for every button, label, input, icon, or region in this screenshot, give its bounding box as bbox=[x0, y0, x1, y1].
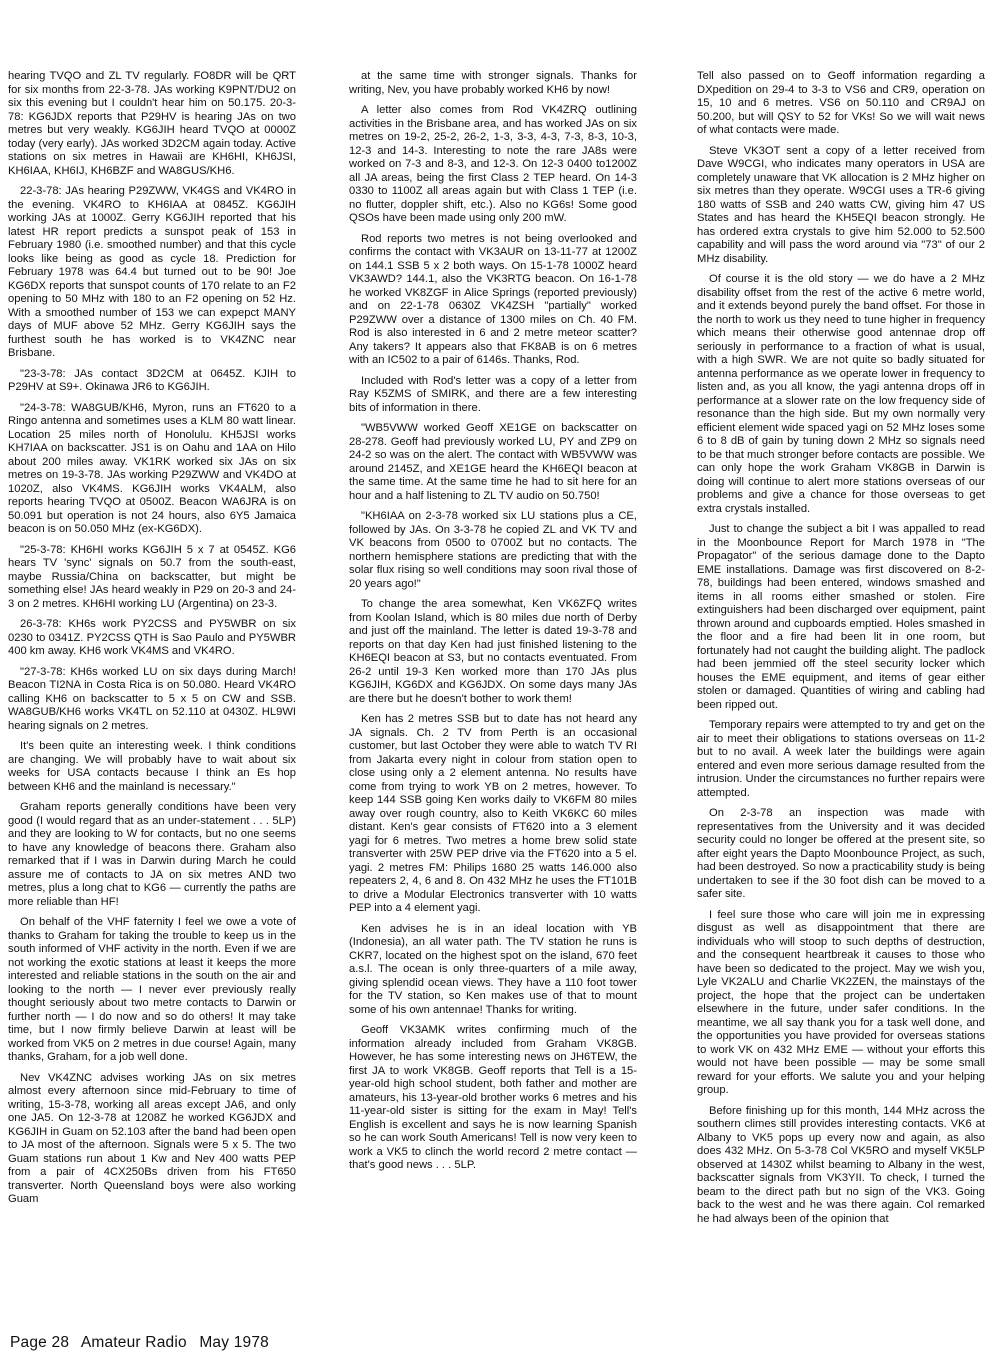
page-footer bbox=[10, 1334, 277, 1352]
column-2 bbox=[349, 70, 637, 1330]
paragraph: Ken advises he is in an ideal location with YB (Indonesia), an all water path. The TV station he runs is CKR7, located on the highest spot on the island, 670 feet a.s.l. The ocean is only three-quarters of a mile away, giving splendid ocean views. They have a 110 foot tower for the TV station, so Ken makes use of that to mount some of his own antennae! Thanks for writing. bbox=[349, 922, 637, 1016]
paragraph: 26-3-78: KH6s work PY2CSS and PY5WBR on six 0230 to 0341Z. PY2CSS QTH is Sao Paulo and PY5WBR 400 km away. KH6 work VK4MS and VK4RO. bbox=[8, 618, 296, 657]
paragraph: Tell also passed on to Geoff information regarding a DXpedition on 29-4 to 3-3 to VS6 and CR9, operation on 15, 10 and 6 metres. VS6 on 50.110 and CR9AJ on 50.200, but will QSY to 52 for VKs! So we will wait news of what contacts were made. bbox=[697, 70, 985, 136]
article-columns bbox=[0, 70, 1000, 1330]
paragraph: To change the area somewhat, Ken VK6ZFQ writes from Koolan Island, which is 80 miles due north of Derby and just off the mainland. The letter is dated 19-3-78 and reports on that day Ken had just finished listening to the KH6EQI beacon at S3, but no contacts eventuated. From 26-2 until 19-3 Ken worked more than 170 JAs plus KG6JIH, KG6DX and KG6JDX. On some days many JAs are there but he doesn't bother to work them! bbox=[349, 598, 637, 705]
column-3 bbox=[697, 70, 985, 1330]
paragraph: Rod reports two metres is not being overlooked and confirms the contact with VK3AUR on 13-11-77 at 1200Z on 144.1 SSB 5 x 2 both ways. On 15-1-78 1000Z heard VK3AWD? 144.1, also the VK3RTG beacon. On 16-1-78 he worked VK8ZGF in Alice Springs (reported previously) and on 22-1-78 0630Z VK4ZSH "partially" worked P29ZWW over a distance of 1300 miles on Ch. 40 FM. Rod is also interested in 6 and 2 metre meteor scatter? Any takers? It appears also that FK8AB is on 6 metres with an IC502 to a pair of 6146s. Thanks, Rod. bbox=[349, 232, 637, 366]
paragraph: 22-3-78: JAs hearing P29ZWW, VK4GS and VK4RO in the evening. VK4RO to KH6IAA at 0845Z. KG6JIH working JAs at 1000Z. Gerry KG6JIH reported that his latest HR report predicts a sunspot peak of 153 in February 1980 (i.e. smoothed number) and that this cycle looks like being as good as cycle 18. Prediction for February 1978 was 64.4 but turned out to be 90! Joe KG6DX reports that sunspot counts of 170 relate to an F2 opening to 50 MHz with 180 to an F2 opening on 52 Hz. With a smoothed number of 153 we can expepct MANY days of MUF above 52 MHz. Gerry KG6JIH says the furthest south he has worked is to VK4ZNC near Brisbane. bbox=[8, 185, 296, 359]
paragraph: I feel sure those who care will join me in expressing disgust as well as disappointment that there are individuals who will stoop to such depths of destruction, and the consequent heartbreak it causes to those who have been so dedicated to the project. May we wish you, Lyle VK2ALU and Charlie VK2ZEN, the mainstays of the project, the hope that the project can be undertaken elsewhere in the future, under safer conditions. In the meantime, we all say thank you for a task well done, and the opportunities you have provided for overseas stations to work VK on 432 MHz EME — without your efforts this would not have been possible — may be some small reward for your efforts. We salute you and your helping group. bbox=[697, 908, 985, 1096]
paragraph: On behalf of the VHF faternity I feel we owe a vote of thanks to Graham for taking the trouble to keep us in the south informed of VHF activity in the north. Even if we are not working the exotic stations at least it keeps the more interested and reliable stations in the south on the air and looking to the north — I never ever previously really thought seriously about two metre contacts to Darwin or further north — I do now and so do others! It may take time, but I now firmly believe Darwin at least will be worked from VK5 on 2 metres in due course! Again, many thanks, Graham, for a job well done. bbox=[8, 916, 296, 1063]
paragraph: On 2-3-78 an inspection was made with representatives from the University and it was decided security could no longer be offered at the present site, so after eight years the Dapto Moonbounce Project, as such, had been destroyed. So now a practicability study is being undertaken to see if the 30 foot dish can be moved to a safer site. bbox=[697, 807, 985, 900]
issue-date: May 1978 bbox=[199, 1334, 269, 1351]
paragraph: at the same time with stronger signals. Thanks for writing, Nev, you have probably worked KH6 by now! bbox=[349, 70, 637, 96]
paragraph: Temporary repairs were attempted to try and get on the air to meet their obligations to stations overseas on 11-2 but to no avail. A week later the buildings were again entered and even more serious damage resulted from the intrusion. Under the circumstances no further repairs were attempted. bbox=[697, 719, 985, 799]
paragraph: "27-3-78: KH6s worked LU on six days during March! Beacon TI2NA in Costa Rica is on 50.080. Heard VK4RO calling KH6 on backscatter to 5 x 5 on CW and SSB. WA8GUB/KH6 works VK4TL on 52.110 at 0430Z. HL9WI hearing signals on 2 metres. bbox=[8, 665, 296, 732]
magazine-title: Amateur Radio bbox=[80, 1334, 187, 1351]
paragraph: hearing TVQO and ZL TV regularly. FO8DR will be QRT for six months from 22-3-78. JAs working K9PNT/DU2 on six this evening but I couldn't hear him on 50.175. 20-3-78: KG6JDX reports that P29HV is hearing JAs on two metres but very weakly. KG6JIH heard TVQO at 0000Z today (very early). JAs worked 3D2CM again today. Active stations on six metres in Hawaii are KH6HI, KH6JSI, KH6IAA, KH6IJ, KH6BZF and WA8GUS/KH6. bbox=[8, 70, 296, 177]
paragraph: Geoff VK3AMK writes confirming much of the information already included from Graham VK8GB. However, he has some interesting news on JH6TEW, the first JA to work VK8GB. Geoff reports that Tell is a 15-year-old high school student, both father and mother are amateurs, his 13-year-old brother works 6 metres and his 11-year-old sister is sitting for the exam in May! Tell's English is excellent and says he is now learning Spanish so he can work South Americans! Tell is now very keen to work a VK5 to clinch the world record 2 metre contact — that's good news . . . 5LP. bbox=[349, 1024, 637, 1171]
paragraph: Of course it is the old story — we do have a 2 MHz disability offset from the rest of the active 6 metre world, and it extends beyond purely the band offset. For those in the north to work us they need to tune higher in frequency which means their otherwise good antennae drop off seriously in performance to a fraction of what is usual, with a high SWR. We are not quite so badly situated for antenna performance as we operate lower in frequency to listen and, as you all know, the yagi antenna drops off in performance at a slower rate on the low frequency side of resonance than the high side. But my own normally very efficient element wide spaced yagi on 52 MHz loses some 6 to 8 dB of gain by tuning down 2 MHz so signals need to be that much stronger before contacts are possible. We can only hope the work Graham VK8GB in Darwin is doing will continue to alert more stations overseas of our problems and give a chance for those overseas to get extra crystals installed. bbox=[697, 273, 985, 515]
paragraph: "23-3-78: JAs contact 3D2CM at 0645Z. KJIH to P29HV at S9+. Okinawa JR6 to KG6JIH. bbox=[8, 367, 296, 393]
paragraph: Graham reports generally conditions have been very good (I would regard that as an under-statement . . . 5LP) and they are looking to W for contacts, but no one seems to have any knowledge of beacons there. Graham also remarked that if I was in Darwin during March he could assure me of contacts to JA on six metres AND two metres, plus a long chat to KG6 — currently the paths are more reliable than HF! bbox=[8, 801, 296, 908]
paragraph: It's been quite an interesting week. I think conditions are changing. We will probably have to wait about six weeks for USA contacts because I think an Es hop between KH6 and the mainland is necessary." bbox=[8, 740, 296, 793]
page-number: Page 28 bbox=[10, 1334, 70, 1351]
paragraph: "24-3-78: WA8GUB/KH6, Myron, runs an FT620 to a Ringo antenna and sometimes uses a KLM 80 watt linear. Location 25 miles north of Honolulu. KH5JSI works KH7IAA on backscatter. JS1 is on Oahu and 1AA on Hilo about 200 miles away. VK1RK worked six JAs on six metres on 19-3-78. JAs working P29ZWW and VK4DO at 1020Z, also VK4MS. KG6JIH works VK4ALM, also reports hearing TVQO at 0500Z. Beacon WA6JRA is on 50.091 but operation is not 24 hours, also 6Y5 Jamaica beacon is on 50.050 MHz (ex-KG6DX). bbox=[8, 401, 296, 535]
paragraph: Included with Rod's letter was a copy of a letter from Ray K5ZMS of SMIRK, and there are a few interesting bits of information in there. bbox=[349, 374, 637, 414]
paragraph: Before finishing up for this month, 144 MHz across the southern climes still provides interesting contacts. VK6 at Albany to VK5 pops up every now and again, as also does 432 MHz. On 5-3-78 Col VK5RO and myself VK5LP observed at 1430Z whilst beaming to Albany in the west, backscatter signals from VK3YII. To check, I turned the beam to the direct path but no sign of the VK3. Going back to the west and he was there again. Col remarked he had always been of the opinion that bbox=[697, 1104, 985, 1225]
paragraph: Steve VK3OT sent a copy of a letter received from Dave W9CGI, who indicates many operators in USA are completely unaware that VK allocation is 2 MHz higher on six metres than they operate. W9CGI uses a TR-6 giving 180 watts of SSB and 240 watts CW, giving him 47 US States and has heard the KH5EQI beacon strongly. He has ordered extra crystals to give him 52.000 to 52.500 capability and will pass the word around via "73" of our 2 MHz disability. bbox=[697, 144, 985, 265]
paragraph: Ken has 2 metres SSB but to date has not heard any JA signals. Ch. 2 TV from Perth is an occasional customer, but last October they were able to watch TV RI from Jakarta every night in colour from station open to close using only a 2 element antenna. No results have come from trying to work YB on 2 metres, however. To keep 144 SSB going Ken works daily to VK6FM 80 miles away over rough country, also to Keith VK6KC 60 miles distant. Ken's gear consists of FT620 into a 3 element yagi for 6 metres. Two metres a home brew solid state transverter with 25W PEP drive via the FT620 into a 5 el. yagi. 2 metres FM: Philips 1680 25 watts 146.000 also repeaters 2, 4, 6 and 8. On 432 MHz he uses the FT101B to drive a Modular Electronics transverter with 10 watts PEP into a 4 element yagi. bbox=[349, 713, 637, 914]
column-1 bbox=[8, 70, 296, 1330]
paragraph: "WB5VWW worked Geoff XE1GE on backscatter on 28-278. Geoff had previously worked LU, PY and ZP9 on 24-2 so was on the alert. The contact with WB5VWW was around 2145Z, and XE1GE heard the KH6EQI beacon at the same time. At the same time he had to sit here for an hour and a half listening to ZL TV audio on 50.750! bbox=[349, 422, 637, 502]
paragraph: "KH6IAA on 2-3-78 worked six LU stations plus a CE, followed by JAs. On 3-3-78 he copied ZL and VK TV and VK beacons from 0500 to 0700Z but no contacts. The northern hemisphere stations are predicting that with the solar flux rising so well conditions may soon rival those of 20 years ago!" bbox=[349, 510, 637, 590]
paragraph: "25-3-78: KH6HI works KG6JIH 5 x 7 at 0545Z. KG6 hears TV 'sync' signals on 50.7 from the south-east, maybe Russia/China on backscatter, but might be something else! JAs heard weakly in P29 on 20-3 and 24-3 on 2 metres. KH6HI working LU (Argentina) on 23-3. bbox=[8, 543, 296, 610]
paragraph: Just to change the subject a bit I was appalled to read in the Moonbounce Report for March 1978 in "The Propagator" of the serious damage done to the Dapto EME installations. Damage was first discovered on 8-2-78, buildings had been entered, windows smashed and items in all rooms either smashed or stolen. Fire extinguishers had been discharged over equipment, paint thrown around and cupboards emptied. Holes smashed in the floor and a fire had been lit in one room, but fortunately had not caught the building alight. The padlock had been jemmied off the steel security locker which houses the EME equipment, and items of gear either stolen or damaged. Quantities of wiring and cabling had been ripped out. bbox=[697, 523, 985, 711]
paragraph: Nev VK4ZNC advises working JAs on six metres almost every afternoon since mid-February to time of writing, 15-3-78, working all areas except JA6, and only one JA5. On 12-3-78 at 1208Z he worked KG6JDX and KG6JIH in Guam on 52.103 after the band had been open to JA most of the afternoon. Signals were 5 x 5. The two Guam stations run about 1 Kw and Nev 400 watts PEP from a pair of 4CX250Bs driven from his FT650 transverter. North Queensland boys were also working Guam bbox=[8, 1071, 296, 1205]
paragraph: A letter also comes from Rod VK4ZRQ outlining activities in the Brisbane area, and has worked JAs on six metres on 19-2, 25-2, 26-2, 1-3, 3-3, 4-3, 7-3, 8-3, 10-3, 12-3 and 14-3. Interesting to note the rare JA8s were worked on 7-3 and 8-3, and 12-3. On 12-3 0400 to1200Z all JA areas, being the first Class 2 TEP heard. On 14-3 0330 to 1100Z all areas again but with Class 1 TEP (i.e. no flutter, doppler shift, etc.). Also no KG6s! Some good QSOs have been made using only 200 mW. bbox=[349, 104, 637, 224]
